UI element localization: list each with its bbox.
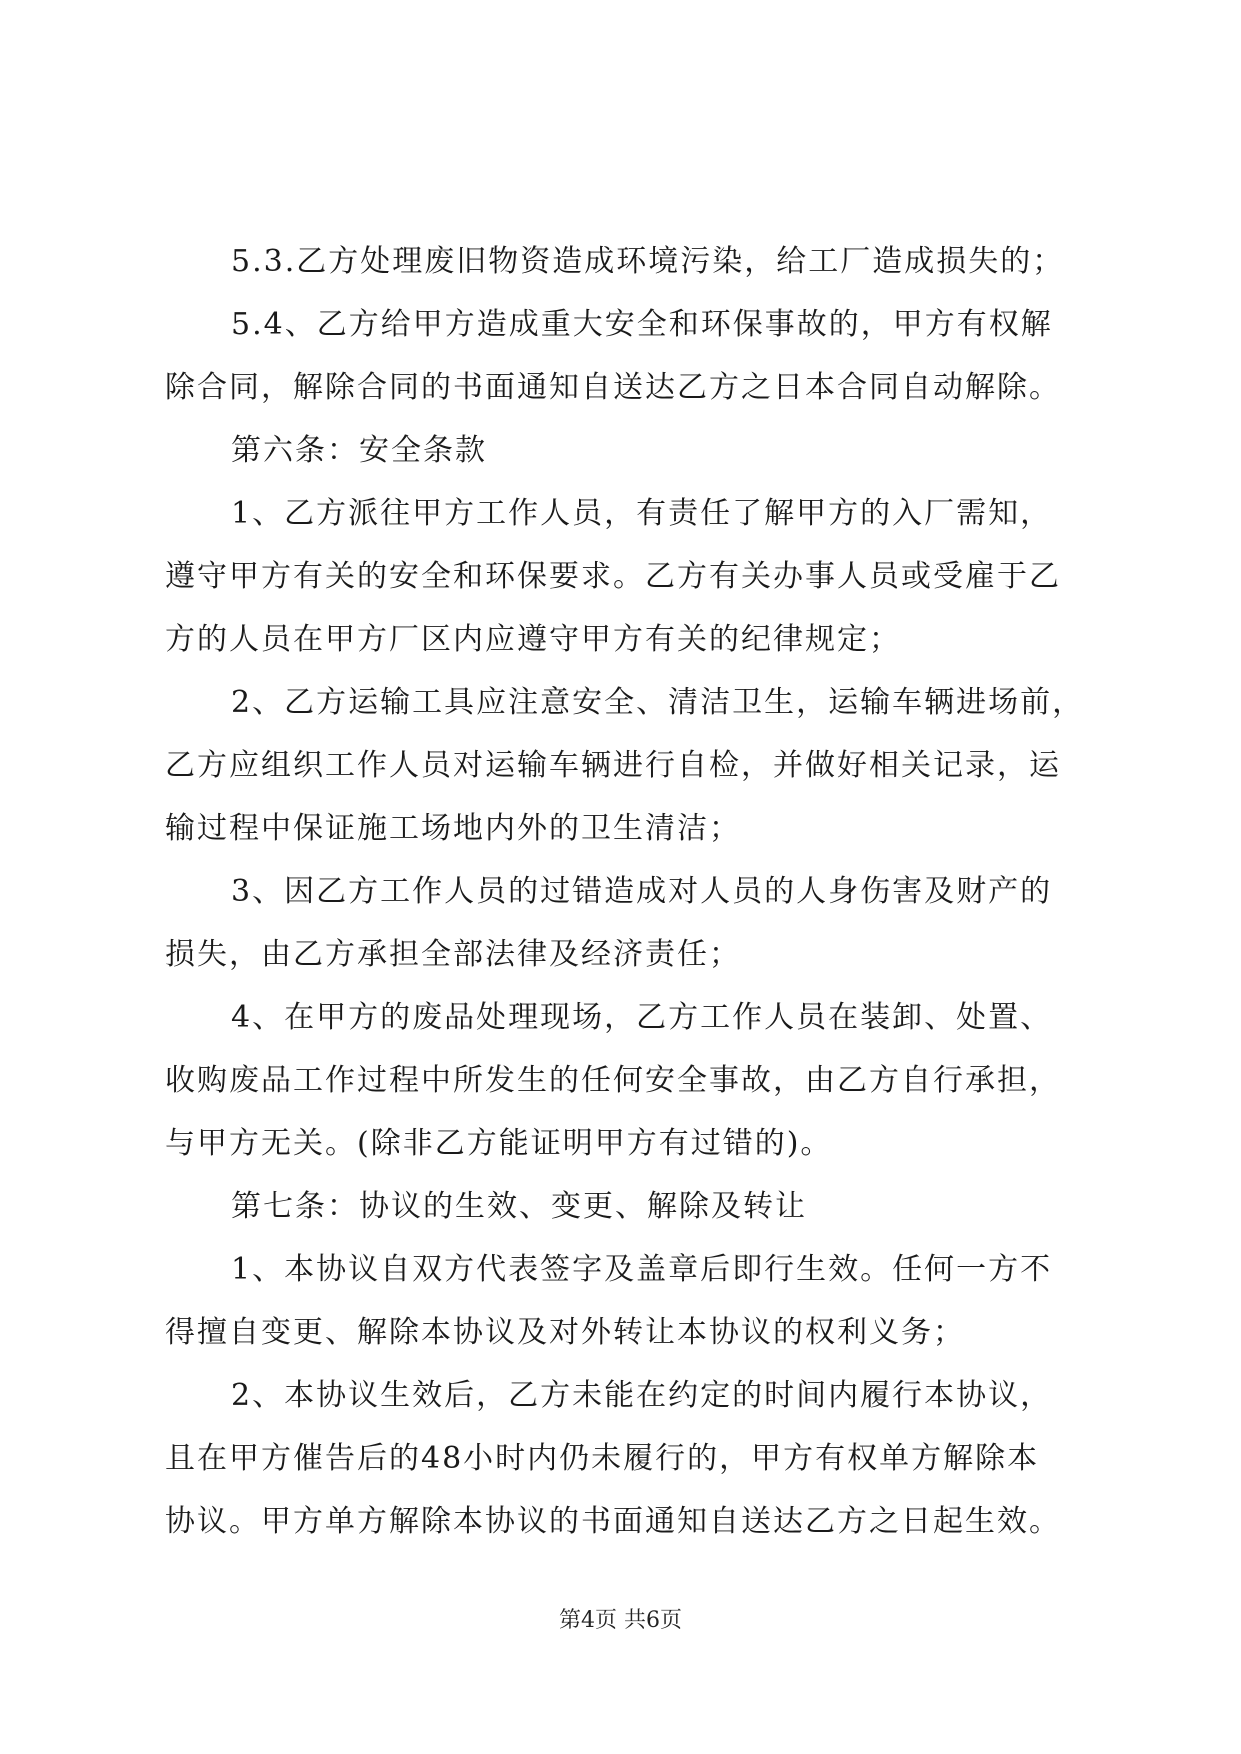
page-number-footer: 第4页 共6页 xyxy=(559,1608,682,1633)
section-heading: 第七条：协议的生效、变更、解除及转让 xyxy=(231,1189,807,1224)
paragraph-line: 遵守甲方有关的安全和环保要求。乙方有关办事人员或受雇于乙 xyxy=(165,559,1061,594)
paragraph-line: 4、在甲方的废品处理现场，乙方工作人员在装卸、处置、 xyxy=(231,1000,1053,1035)
paragraph-line: 2、乙方运输工具应注意安全、清洁卫生，运输车辆进场前， xyxy=(231,685,1085,720)
paragraph-line: 收购废品工作过程中所发生的任何安全事故，由乙方自行承担， xyxy=(165,1063,1061,1098)
section-heading: 第六条：安全条款 xyxy=(231,433,487,468)
paragraph-line: 且在甲方催告后的48小时内仍未履行的，甲方有权单方解除本 xyxy=(165,1441,1040,1476)
paragraph-line: 1、乙方派往甲方工作人员，有责任了解甲方的入厂需知， xyxy=(231,496,1053,531)
paragraph-line: 输过程中保证施工场地内外的卫生清洁； xyxy=(165,811,741,846)
paragraph-line: 与甲方无关。(除非乙方能证明甲方有过错的)。 xyxy=(165,1126,833,1161)
paragraph-line: 1、本协议自双方代表签字及盖章后即行生效。任何一方不 xyxy=(231,1252,1053,1287)
document-body xyxy=(165,230,1085,1553)
paragraph-line: 除合同，解除合同的书面通知自送达乙方之日本合同自动解除。 xyxy=(165,370,1061,405)
paragraph-line: 3、因乙方工作人员的过错造成对人员的人身伤害及财产的 xyxy=(231,874,1053,909)
paragraph-line: 协议。甲方单方解除本协议的书面通知自送达乙方之日起生效。 xyxy=(165,1504,1061,1539)
paragraph-line: 损失，由乙方承担全部法律及经济责任； xyxy=(165,937,741,972)
paragraph-line: 5.3.乙方处理废旧物资造成环境污染，给工厂造成损失的； xyxy=(231,244,1065,279)
paragraph-line: 乙方应组织工作人员对运输车辆进行自检，并做好相关记录，运 xyxy=(165,748,1061,783)
paragraph-line: 方的人员在甲方厂区内应遵守甲方有关的纪律规定； xyxy=(165,622,901,657)
paragraph-line: 得擅自变更、解除本协议及对外转让本协议的权利义务； xyxy=(165,1315,965,1350)
paragraph-line: 5.4、乙方给甲方造成重大安全和环保事故的，甲方有权解 xyxy=(231,307,1053,342)
paragraph-line: 2、本协议生效后，乙方未能在约定的时间内履行本协议， xyxy=(231,1378,1053,1413)
